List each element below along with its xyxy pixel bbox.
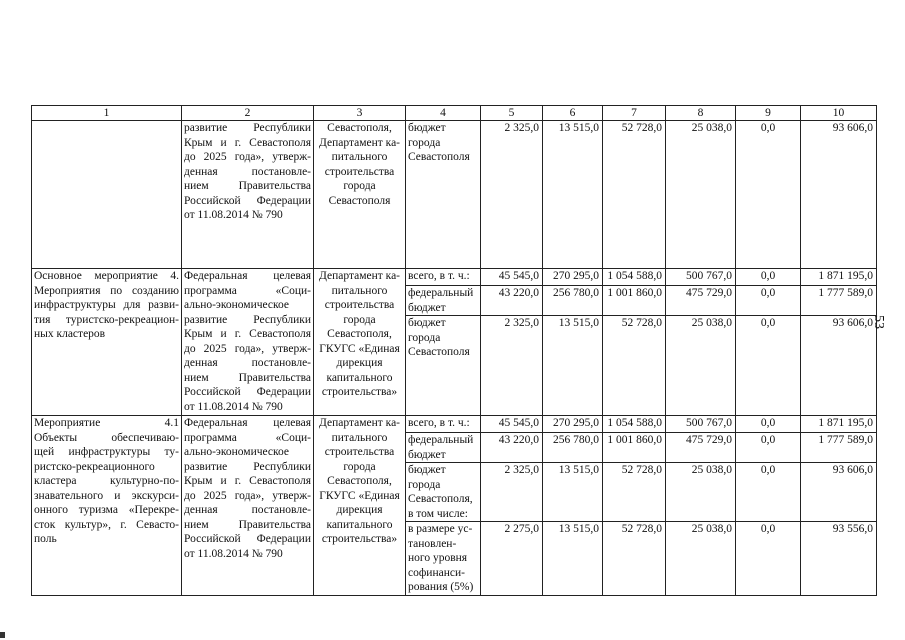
- text-line: развитие Республики: [184, 313, 311, 326]
- column-number: 10: [801, 106, 877, 121]
- value-cell-2018: 0,0: [736, 522, 801, 596]
- value-cell-total: 93 606,0: [801, 463, 877, 522]
- text-line: софинанси-: [408, 566, 465, 579]
- financing-table: [31, 105, 877, 596]
- text-line: рования (5%): [408, 581, 474, 593]
- text-line: щей инфраструктуры ту-: [34, 446, 179, 458]
- text-line: ГКУГС «Единая: [319, 489, 400, 502]
- text-line: строительства»: [321, 533, 398, 545]
- text-line: бюджет: [408, 301, 446, 314]
- value-cell-2017: 500 767,0: [666, 269, 736, 286]
- text-line: Федеральная целевая: [184, 270, 311, 282]
- text-line: развитие Республики: [184, 460, 311, 473]
- column-number: 2: [182, 106, 314, 121]
- value-cell-2014: 2 325,0: [481, 463, 543, 522]
- value-cell-2014: 45 545,0: [481, 269, 543, 286]
- funding-source-cell: [406, 121, 481, 269]
- text-line: Объекты обеспечиваю-: [34, 431, 179, 444]
- funding-source-cell: [406, 433, 481, 463]
- text-line: до 2025 года», утверж-: [184, 151, 311, 163]
- value-cell-total: 1 871 195,0: [801, 269, 877, 286]
- text-line: сток культур», г. Севасто-: [34, 518, 179, 531]
- value-cell-2014: 43 220,0: [481, 286, 543, 316]
- text-line: инфраструктуры для разви-: [34, 299, 179, 311]
- value-cell-2015: 256 780,0: [543, 286, 603, 316]
- text-line: нием Правительства: [184, 371, 311, 384]
- value-cell-2017: 500 767,0: [666, 416, 736, 433]
- column-number: 8: [666, 106, 736, 121]
- measure-name-cell: [32, 416, 182, 596]
- text-line: питального: [331, 431, 388, 444]
- text-line: федеральный: [408, 287, 474, 299]
- text-line: города: [408, 136, 441, 149]
- text-line: бюджет: [408, 317, 446, 329]
- text-line: Российской Федерации: [184, 386, 311, 398]
- program-cell: [182, 416, 314, 596]
- text-line: онного туризма «Перекре-: [34, 504, 179, 516]
- executor-cell: [314, 121, 406, 269]
- value-cell-total: 93 606,0: [801, 121, 877, 269]
- text-line: тановлен-: [408, 537, 457, 550]
- text-line: капитального: [326, 518, 393, 531]
- value-cell-2017: 25 038,0: [666, 522, 736, 596]
- text-line: ГКУГС «Единая: [319, 342, 400, 355]
- text-line: от 11.08.2014 № 790: [184, 547, 283, 560]
- text-line: бюджет: [408, 448, 446, 461]
- text-line: Департамент ка-: [319, 136, 400, 149]
- text-line: всего, в т. ч.:: [408, 270, 470, 282]
- funding-source-cell: [406, 522, 481, 596]
- value-cell-2016: 1 054 588,0: [603, 269, 666, 286]
- text-line: ного уровня: [408, 552, 468, 564]
- value-cell-2016: 52 728,0: [603, 463, 666, 522]
- column-number: 4: [406, 106, 481, 121]
- executor-cell: [314, 416, 406, 596]
- value-cell-2015: 13 515,0: [543, 463, 603, 522]
- text-line: Севастополя: [408, 151, 470, 163]
- column-number: 9: [736, 106, 801, 121]
- program-cell: [182, 269, 314, 416]
- text-line: Мероприятие 4.1: [34, 417, 179, 429]
- text-line: дирекция: [336, 357, 383, 369]
- text-line: Российской Федерации: [184, 533, 311, 545]
- text-line: знавательного и экскурси-: [34, 489, 179, 502]
- value-cell-total: 93 556,0: [801, 522, 877, 596]
- value-cell-2016: 52 728,0: [603, 316, 666, 416]
- value-cell-2017: 25 038,0: [666, 316, 736, 416]
- value-cell-2018: 0,0: [736, 269, 801, 286]
- value-cell-2016: 1 001 860,0: [603, 286, 666, 316]
- value-cell-2015: 13 515,0: [543, 522, 603, 596]
- funding-source-cell: [406, 463, 481, 522]
- text-line: программа «Соци-: [184, 431, 311, 444]
- text-line: тия туристско-рекреацион-: [34, 313, 179, 326]
- column-number: 7: [603, 106, 666, 121]
- value-cell-2016: 1 001 860,0: [603, 433, 666, 463]
- column-number: 1: [32, 106, 182, 121]
- text-line: денная постановле-: [184, 357, 311, 369]
- value-cell-2018: 0,0: [736, 463, 801, 522]
- value-cell-2018: 0,0: [736, 416, 801, 433]
- value-cell-total: 1 777 589,0: [801, 433, 877, 463]
- value-cell-total: 1 871 195,0: [801, 416, 877, 433]
- value-cell-2014: 2 275,0: [481, 522, 543, 596]
- text-line: дирекция: [336, 504, 383, 516]
- text-line: города: [343, 460, 376, 473]
- value-cell-2016: 52 728,0: [603, 121, 666, 269]
- text-line: Департамент ка-: [319, 417, 400, 429]
- value-cell-2018: 0,0: [736, 316, 801, 416]
- text-line: программа «Соци-: [184, 284, 311, 297]
- text-line: ально-экономическое: [184, 299, 290, 311]
- text-line: до 2025 года», утверж-: [184, 342, 311, 355]
- text-line: в том числе:: [408, 507, 468, 520]
- value-cell-2015: 270 295,0: [543, 269, 603, 286]
- value-cell-2018: 0,0: [736, 121, 801, 269]
- value-cell-2014: 2 325,0: [481, 316, 543, 416]
- table-row: [32, 269, 877, 286]
- text-line: бюджет: [408, 122, 446, 134]
- text-line: развитие Республики: [184, 122, 311, 134]
- measure-name-cell: [32, 269, 182, 416]
- text-line: Севастополя: [328, 194, 391, 207]
- value-cell-2016: 1 054 588,0: [603, 416, 666, 433]
- text-line: поль: [34, 533, 57, 545]
- text-line: Департамент ка-: [319, 270, 400, 282]
- value-cell-total: 1 777 589,0: [801, 286, 877, 316]
- text-line: Севастополя,: [408, 493, 473, 505]
- text-line: Севастополя,: [327, 475, 392, 487]
- text-line: строительства: [324, 165, 395, 178]
- text-line: строительства»: [321, 386, 398, 398]
- page-number: 53: [871, 315, 886, 329]
- text-line: питального: [331, 284, 388, 297]
- text-line: города: [343, 313, 376, 326]
- text-line: нием Правительства: [184, 518, 311, 531]
- value-cell-2014: 2 325,0: [481, 121, 543, 269]
- value-cell-2014: 43 220,0: [481, 433, 543, 463]
- continuation-row: [32, 121, 877, 269]
- value-cell-2018: 0,0: [736, 433, 801, 463]
- text-line: Федеральная целевая: [184, 417, 311, 429]
- text-line: от 11.08.2014 № 790: [184, 209, 283, 221]
- text-line: ально-экономическое: [184, 446, 290, 458]
- text-line: в размере ус-: [408, 523, 473, 535]
- value-cell-2015: 270 295,0: [543, 416, 603, 433]
- text-line: Российской Федерации: [184, 194, 311, 207]
- table-row: [32, 416, 877, 433]
- value-cell-2014: 45 545,0: [481, 416, 543, 433]
- text-line: Основное мероприятие 4.: [34, 270, 179, 282]
- text-line: федеральный: [408, 434, 474, 446]
- text-line: ристско-рекреационного: [34, 460, 155, 473]
- text-line: капитального: [326, 371, 393, 384]
- text-line: нием Правительства: [184, 180, 311, 192]
- text-line: Крым и г. Севастополя: [184, 328, 311, 340]
- text-line: города: [343, 180, 376, 192]
- funding-source-cell: [406, 286, 481, 316]
- text-line: до 2025 года», утверж-: [184, 489, 311, 502]
- text-line: всего, в т. ч.:: [408, 417, 470, 429]
- funding-source-cell: [406, 416, 481, 433]
- funding-source-cell: [406, 316, 481, 416]
- value-cell-2017: 25 038,0: [666, 121, 736, 269]
- text-line: Крым и г. Севастополя: [184, 136, 311, 149]
- column-number: 6: [543, 106, 603, 121]
- executor-cell: [314, 269, 406, 416]
- value-cell-2017: 475 729,0: [666, 433, 736, 463]
- value-cell-2017: 475 729,0: [666, 286, 736, 316]
- value-cell-2015: 13 515,0: [543, 121, 603, 269]
- text-line: бюджет: [408, 464, 446, 476]
- text-line: кластера культурно-по-: [34, 475, 179, 487]
- value-cell-2017: 25 038,0: [666, 463, 736, 522]
- value-cell-2015: 13 515,0: [543, 316, 603, 416]
- text-line: Севастополя,: [327, 328, 392, 340]
- text-line: денная постановле-: [184, 504, 311, 516]
- text-line: питального: [331, 151, 388, 163]
- text-line: от 11.08.2014 № 790: [184, 400, 283, 413]
- measure-name-cell: [32, 121, 182, 269]
- text-line: Крым и г. Севастополя: [184, 475, 311, 487]
- value-cell-2018: 0,0: [736, 286, 801, 316]
- text-line: строительства: [324, 446, 395, 458]
- funding-source-cell: [406, 269, 481, 286]
- text-line: строительства: [324, 299, 395, 311]
- text-line: Мероприятия по созданию: [34, 284, 179, 297]
- text-line: города: [408, 478, 441, 491]
- scan-edge-mark: [0, 632, 5, 638]
- text-line: ных кластеров: [34, 328, 106, 340]
- text-line: денная постановле-: [184, 165, 311, 178]
- text-line: города: [408, 331, 441, 344]
- program-cell: [182, 121, 314, 269]
- value-cell-total: 93 606,0: [801, 316, 877, 416]
- column-number: 5: [481, 106, 543, 121]
- column-number-row: [32, 106, 877, 121]
- text-line: Севастополя,: [327, 122, 392, 134]
- text-line: Севастополя: [408, 346, 470, 358]
- column-number: 3: [314, 106, 406, 121]
- value-cell-2016: 52 728,0: [603, 522, 666, 596]
- value-cell-2015: 256 780,0: [543, 433, 603, 463]
